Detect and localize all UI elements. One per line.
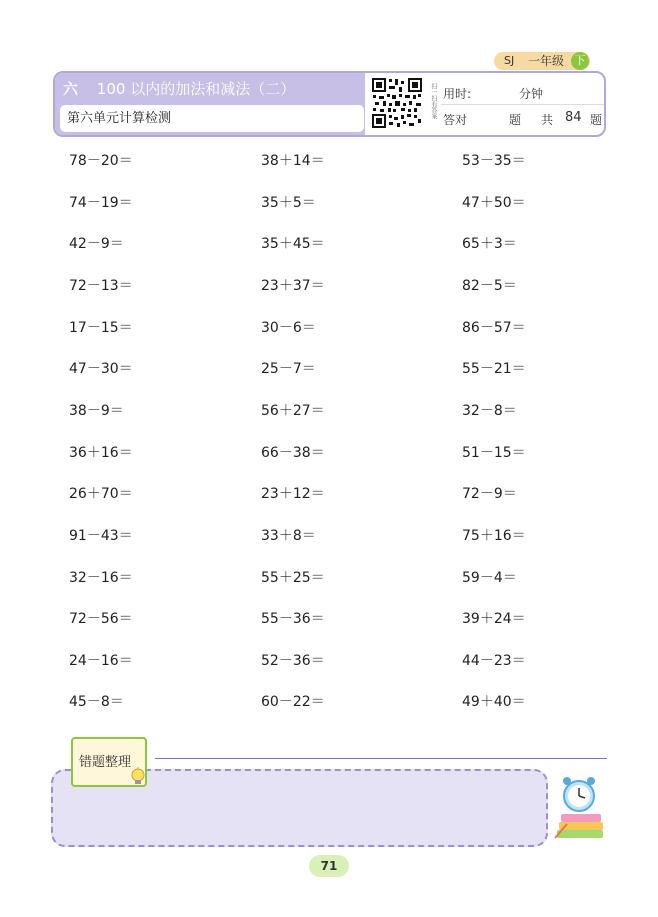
- correct-unit: 题: [509, 113, 522, 127]
- problem-item: 86－57＝: [462, 320, 526, 336]
- problem-item: 74－19＝: [69, 195, 133, 211]
- problem-item: 25－7＝: [261, 361, 316, 377]
- problem-item: 66－38＝: [261, 445, 325, 461]
- problem-item: 72－56＝: [69, 611, 133, 627]
- problem-item: 55－21＝: [462, 361, 526, 377]
- problem-item: 36＋16＝: [69, 445, 133, 461]
- unit-number: 六: [63, 80, 79, 98]
- problem-item: 60－22＝: [261, 694, 325, 710]
- problem-item: 32－8＝: [462, 403, 517, 419]
- qr-caption: 扫一扫有答案: [430, 83, 437, 119]
- correct-label: 答对: [443, 113, 468, 127]
- clock-books-icon: [553, 772, 608, 842]
- problem-item: 17－15＝: [69, 320, 133, 336]
- problem-item: 33＋8＝: [261, 528, 316, 544]
- time-unit: 分钟: [519, 87, 544, 101]
- term-label: 下: [571, 52, 589, 70]
- page-number-badge: [309, 855, 349, 877]
- problem-item: 23＋12＝: [261, 486, 325, 502]
- problem-item: 78－20＝: [69, 153, 133, 169]
- problem-item: 72－9＝: [462, 486, 517, 502]
- review-title-card: [71, 737, 147, 787]
- problem-item: 32－16＝: [69, 570, 133, 586]
- review-divider-line: [155, 758, 607, 759]
- problem-item: 24－16＝: [69, 653, 133, 669]
- problem-item: 65＋3＝: [462, 236, 517, 252]
- problem-item: 82－5＝: [462, 278, 517, 294]
- unit-title: 100 以内的加法和减法（二）: [96, 80, 296, 98]
- problem-item: 39＋24＝: [462, 611, 526, 627]
- lightbulb-icon: [129, 767, 147, 787]
- page-subtitle: 第六单元计算检测: [60, 105, 364, 132]
- problem-item: 38＋14＝: [261, 153, 325, 169]
- problem-item: 23＋37＝: [261, 278, 325, 294]
- problem-item: 38－9＝: [69, 403, 124, 419]
- problem-item: 55－36＝: [261, 611, 325, 627]
- problem-item: 47＋50＝: [462, 195, 526, 211]
- page-number: 71: [320, 859, 338, 873]
- problem-item: 55＋25＝: [261, 570, 325, 586]
- total-unit: 题: [590, 113, 603, 127]
- problem-item: 53－35＝: [462, 153, 526, 169]
- problem-item: 30－6＝: [261, 320, 316, 336]
- time-label: 用时:: [443, 87, 472, 101]
- problem-item: 26＋70＝: [69, 486, 133, 502]
- problem-item: 42－9＝: [69, 236, 124, 252]
- problem-item: 47－30＝: [69, 361, 133, 377]
- total-count: 84: [565, 110, 582, 125]
- problem-item: 51－15＝: [462, 445, 526, 461]
- problem-item: 44－23＝: [462, 653, 526, 669]
- problem-item: 56＋27＝: [261, 403, 325, 419]
- grade-label: 一年级: [528, 54, 565, 68]
- review-title: 错题整理: [79, 755, 132, 770]
- problem-item: 75＋16＝: [462, 528, 526, 544]
- problem-item: 59－4＝: [462, 570, 517, 586]
- problem-item: 35＋45＝: [261, 236, 325, 252]
- problem-item: 52－36＝: [261, 653, 325, 669]
- problem-item: 91－43＝: [69, 528, 133, 544]
- series-code: SJ: [504, 54, 515, 67]
- problem-item: 72－13＝: [69, 278, 133, 294]
- problem-item: 35＋5＝: [261, 195, 316, 211]
- total-label: 共: [541, 113, 554, 127]
- problem-item: 49＋40＝: [462, 694, 526, 710]
- problem-item: 45－8＝: [69, 694, 124, 710]
